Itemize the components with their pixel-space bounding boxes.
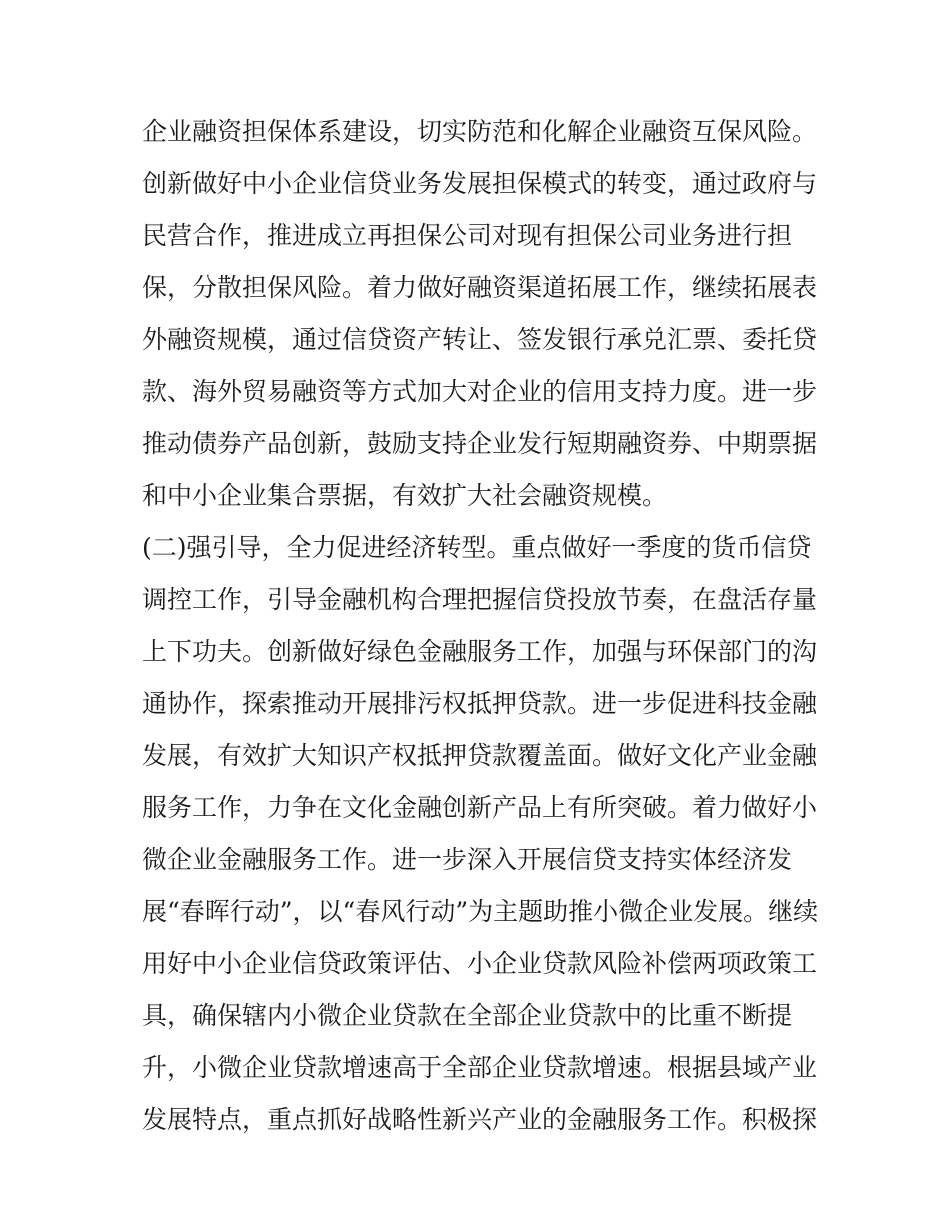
text-line: 服务工作，力争在文化金融创新产品上有所突破。着力做好小 bbox=[142, 793, 818, 822]
text-line: 通协作，探索推动开展排污权抵押贷款。进一步促进科技金融 bbox=[142, 689, 818, 718]
text-line: 创新做好中小企业信贷业务发展担保模式的转变，通过政府与 bbox=[142, 169, 818, 198]
text-line: 微企业金融服务工作。进一步深入开展信贷支持实体经济发 bbox=[142, 845, 793, 874]
text-line: 升，小微企业贷款增速高于全部企业贷款增速。根据县域产业 bbox=[142, 1053, 818, 1082]
text-line: 款、海外贸易融资等方式加大对企业的信用支持力度。进一步 bbox=[142, 377, 818, 406]
text-line: 调控工作，引导金融机构合理把握信贷投放节奏，在盘活存量 bbox=[142, 585, 818, 614]
text-line: 民营合作，推进成立再担保公司对现有担保公司业务进行担 bbox=[142, 221, 793, 250]
text-line: 推动债券产品创新，鼓励支持企业发行短期融资券、中期票据 bbox=[142, 429, 818, 458]
section-heading-line: (二)强引导，全力促进经济转型。重点做好一季度的货币信贷 bbox=[142, 533, 812, 562]
text-line: 上下功夫。创新做好绿色金融服务工作，加强与环保部门的沟 bbox=[142, 637, 818, 666]
text-line: 企业融资担保体系建设，切实防范和化解企业融资互保风险。 bbox=[142, 117, 818, 146]
text-line: 发展，有效扩大知识产权抵押贷款覆盖面。做好文化产业金融 bbox=[142, 741, 818, 770]
text-line: 展“春晖行动”，以“春风行动”为主题助推小微企业发展。继续 bbox=[142, 897, 819, 926]
text-line: 保，分散担保风险。着力做好融资渠道拓展工作，继续拓展表 bbox=[142, 273, 818, 302]
body-text bbox=[142, 106, 832, 1146]
text-line: 外融资规模，通过信贷资产转让、签发银行承兑汇票、委托贷 bbox=[142, 325, 818, 354]
text-line: 发展特点，重点抓好战略性新兴产业的金融服务工作。积极探 bbox=[142, 1105, 818, 1134]
text-line: 具，确保辖内小微企业贷款在全部企业贷款中的比重不断提 bbox=[142, 1001, 793, 1030]
text-line: 用好中小企业信贷政策评估、小企业贷款风险补偿两项政策工 bbox=[142, 949, 818, 978]
text-line: 和中小企业集合票据，有效扩大社会融资规模。 bbox=[142, 481, 668, 510]
